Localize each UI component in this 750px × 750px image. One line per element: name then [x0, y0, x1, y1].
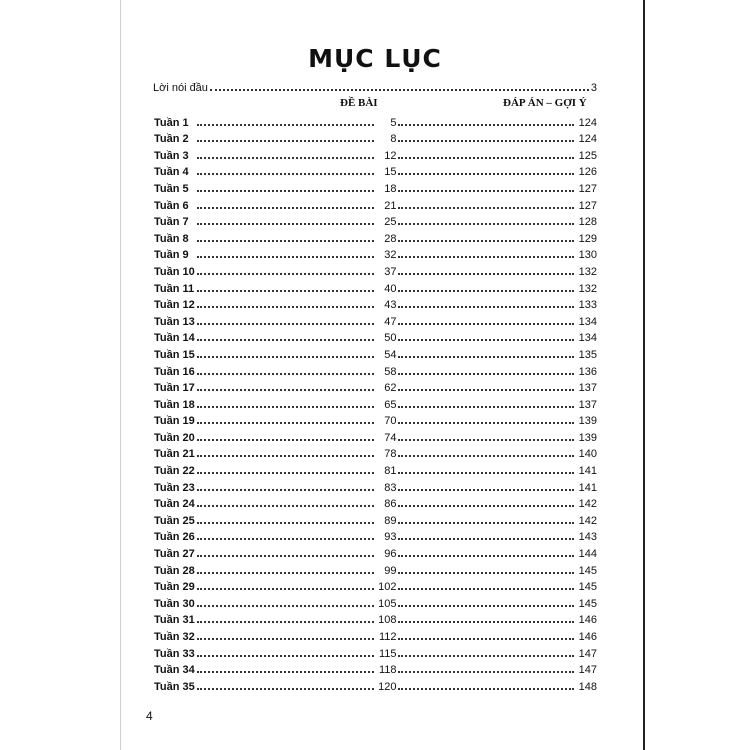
week-label: Tuần 5 — [154, 182, 189, 195]
dot-leader — [398, 455, 575, 457]
dap-an-page: 124 — [578, 133, 597, 146]
dot-leader — [197, 489, 374, 491]
dot-leader — [398, 472, 575, 474]
week-label: Tuần 1 — [154, 116, 189, 129]
dot-leader — [398, 124, 575, 126]
dap-an-page: 132 — [578, 282, 597, 295]
week-label: Tuần 9 — [154, 249, 189, 262]
dot-leader — [197, 588, 374, 590]
week-label: Tuần 34 — [154, 664, 195, 677]
toc-row[interactable] — [154, 295, 597, 312]
dot-leader — [398, 422, 575, 424]
toc-row[interactable] — [154, 577, 597, 594]
dap-an-page: 130 — [578, 249, 597, 262]
week-label: Tuần 19 — [154, 415, 195, 428]
de-bai-page: 40 — [384, 282, 397, 295]
de-bai-page: 78 — [384, 448, 397, 461]
dap-an-page: 134 — [578, 332, 597, 345]
dap-an-page: 139 — [578, 431, 597, 444]
dot-leader — [197, 190, 374, 192]
week-label: Tuần 31 — [154, 614, 195, 627]
toc-row[interactable] — [154, 311, 597, 328]
week-label: Tuần 7 — [154, 216, 189, 229]
dap-an-page: 137 — [578, 382, 597, 395]
dot-leader — [398, 207, 575, 209]
toc-row[interactable] — [154, 145, 597, 162]
dot-leader — [398, 621, 575, 623]
week-label: Tuần 17 — [154, 382, 195, 395]
dot-leader — [197, 157, 374, 159]
dot-leader — [398, 671, 575, 673]
dot-leader — [398, 655, 575, 657]
dot-leader — [197, 323, 374, 325]
dot-leader — [197, 290, 374, 292]
dot-leader — [398, 522, 575, 524]
toc-row[interactable] — [154, 626, 597, 643]
header-dap-an: ĐÁP ÁN – GỢI Ý — [503, 97, 587, 109]
header-de-bai: ĐỀ BÀI — [340, 97, 378, 109]
dot-leader — [398, 538, 575, 540]
week-label: Tuần 20 — [154, 431, 195, 444]
dot-leader — [197, 406, 374, 408]
dot-leader — [197, 273, 374, 275]
toc-row[interactable] — [154, 228, 597, 245]
dot-leader — [398, 190, 575, 192]
dot-leader — [398, 555, 575, 557]
dot-leader — [398, 356, 575, 358]
intro-entry[interactable] — [153, 78, 597, 94]
de-bai-page: 28 — [384, 232, 397, 245]
dap-an-page: 133 — [578, 299, 597, 312]
dot-leader — [398, 339, 575, 341]
dap-an-page: 145 — [578, 581, 597, 594]
dot-leader — [197, 173, 374, 175]
toc-row[interactable] — [154, 245, 597, 262]
dot-leader — [398, 306, 575, 308]
dot-leader — [197, 555, 374, 557]
page-number: 4 — [146, 709, 153, 723]
de-bai-page: 32 — [384, 249, 397, 262]
week-label: Tuần 24 — [154, 498, 195, 511]
dap-an-page: 124 — [578, 116, 597, 129]
dot-leader — [197, 140, 374, 142]
dot-leader — [197, 688, 374, 690]
de-bai-page: 112 — [378, 631, 397, 643]
toc-row[interactable] — [154, 643, 597, 660]
dap-an-page: 129 — [578, 232, 597, 245]
dap-an-page: 141 — [578, 481, 597, 494]
week-label: Tuần 22 — [154, 465, 195, 478]
toc-row[interactable] — [154, 477, 597, 494]
de-bai-page: 18 — [384, 182, 397, 195]
dot-leader — [398, 688, 575, 690]
dap-an-page: 135 — [578, 348, 597, 361]
week-label: Tuần 6 — [154, 199, 189, 212]
dot-leader — [197, 522, 374, 524]
dap-an-page: 141 — [578, 465, 597, 478]
week-label: Tuần 33 — [154, 647, 195, 660]
dot-leader — [398, 240, 575, 242]
de-bai-page: 25 — [384, 216, 397, 229]
dap-an-page: 146 — [578, 614, 597, 627]
dot-leader — [398, 572, 575, 574]
dap-an-page: 145 — [578, 597, 597, 610]
dot-leader — [398, 406, 575, 408]
toc-row[interactable] — [154, 261, 597, 278]
de-bai-page: 65 — [384, 398, 397, 411]
de-bai-page: 62 — [384, 382, 397, 395]
de-bai-page: 74 — [384, 431, 397, 444]
dot-leader — [197, 455, 374, 457]
week-label: Tuần 26 — [154, 531, 195, 544]
toc-row[interactable] — [154, 460, 597, 477]
toc-row[interactable] — [154, 162, 597, 179]
dap-an-page: 128 — [578, 216, 597, 229]
week-label: Tuần 35 — [154, 680, 195, 693]
de-bai-page: 83 — [384, 481, 397, 494]
dot-leader — [197, 671, 374, 673]
de-bai-page: 115 — [378, 647, 397, 660]
toc-row[interactable] — [154, 178, 597, 195]
dot-leader — [398, 273, 575, 275]
toc-row[interactable] — [154, 344, 597, 361]
dap-an-page: 142 — [578, 514, 597, 527]
week-label: Tuần 10 — [154, 265, 195, 278]
dot-leader — [398, 605, 575, 607]
toc-row[interactable] — [154, 527, 597, 544]
de-bai-page: 93 — [384, 531, 397, 544]
de-bai-page: 108 — [378, 614, 397, 627]
dap-an-page: 140 — [578, 448, 597, 461]
dap-an-page: 147 — [578, 647, 597, 660]
toc-row[interactable] — [154, 560, 597, 577]
toc-row[interactable] — [154, 112, 597, 129]
de-bai-page: 86 — [384, 498, 397, 511]
de-bai-page: 50 — [384, 332, 397, 345]
de-bai-page: 58 — [384, 365, 397, 378]
dot-leader — [197, 422, 374, 424]
week-label: Tuần 3 — [154, 149, 189, 162]
week-label: Tuần 18 — [154, 398, 195, 411]
dot-leader — [398, 223, 575, 225]
toc-row[interactable] — [154, 328, 597, 345]
dot-leader — [197, 356, 374, 358]
dot-leader — [398, 439, 575, 441]
dot-leader — [197, 207, 374, 209]
week-label: Tuần 2 — [154, 133, 189, 146]
dot-leader — [398, 140, 575, 142]
dap-an-page: 146 — [578, 631, 597, 643]
dot-leader — [197, 389, 374, 391]
dot-leader — [197, 538, 374, 540]
dap-an-page: 126 — [578, 166, 597, 179]
dap-an-page: 144 — [578, 548, 597, 561]
toc-row[interactable] — [154, 212, 597, 229]
dot-leader — [398, 157, 575, 159]
dot-leader — [398, 389, 575, 391]
week-label: Tuần 23 — [154, 481, 195, 494]
toc-row[interactable] — [154, 543, 597, 560]
dap-an-page: 148 — [578, 680, 597, 693]
dap-an-page: 125 — [578, 149, 597, 162]
toc-row[interactable] — [154, 129, 597, 146]
week-label: Tuần 4 — [154, 166, 189, 179]
week-label: Tuần 11 — [154, 282, 195, 295]
intro-page: 3 — [590, 82, 597, 94]
dap-an-page: 143 — [578, 531, 597, 544]
dap-an-page: 142 — [578, 498, 597, 511]
toc-row[interactable] — [154, 676, 597, 693]
dot-leader — [197, 621, 374, 623]
week-label: Tuần 14 — [154, 332, 195, 345]
dot-leader — [197, 572, 374, 574]
dot-leader — [197, 439, 374, 441]
page-title: MỤC LỤC — [308, 44, 442, 73]
toc-row[interactable] — [154, 378, 597, 395]
dap-an-page: 147 — [578, 664, 597, 677]
week-label: Tuần 27 — [154, 548, 195, 561]
dot-leader — [197, 655, 374, 657]
dap-an-page: 132 — [578, 265, 597, 278]
dot-leader — [197, 339, 374, 341]
week-label: Tuần 15 — [154, 348, 195, 361]
dot-leader — [398, 323, 575, 325]
de-bai-page: 99 — [384, 564, 397, 577]
de-bai-page: 43 — [384, 299, 397, 312]
dot-leader — [398, 290, 575, 292]
toc-row[interactable] — [154, 610, 597, 627]
dot-leader — [197, 223, 374, 225]
toc-row[interactable] — [154, 660, 597, 677]
de-bai-page: 105 — [378, 597, 397, 610]
de-bai-page: 81 — [384, 465, 397, 478]
dot-leader — [197, 373, 374, 375]
de-bai-page: 5 — [390, 116, 397, 129]
toc-row[interactable] — [154, 411, 597, 428]
dot-leader — [210, 89, 589, 91]
dap-an-page: 137 — [578, 398, 597, 411]
de-bai-page: 12 — [384, 149, 397, 162]
de-bai-page: 47 — [384, 315, 397, 328]
week-label: Tuần 12 — [154, 299, 195, 312]
de-bai-page: 89 — [384, 514, 397, 527]
dot-leader — [398, 505, 575, 507]
week-label: Tuần 16 — [154, 365, 195, 378]
dot-leader — [398, 256, 575, 258]
toc-row[interactable] — [154, 394, 597, 411]
toc-row[interactable] — [154, 494, 597, 511]
dot-leader — [197, 124, 374, 126]
de-bai-page: 8 — [390, 133, 397, 146]
week-label: Tuần 21 — [154, 448, 195, 461]
dot-leader — [398, 489, 575, 491]
toc-row[interactable] — [154, 361, 597, 378]
dot-leader — [197, 256, 374, 258]
dot-leader — [197, 605, 374, 607]
de-bai-page: 54 — [384, 348, 397, 361]
dap-an-page: 145 — [578, 564, 597, 577]
toc-row[interactable] — [154, 510, 597, 527]
week-label: Tuần 13 — [154, 315, 195, 328]
week-label: Tuần 32 — [154, 631, 195, 643]
toc-row[interactable] — [154, 593, 597, 610]
toc-row[interactable] — [154, 444, 597, 461]
week-label: Tuần 8 — [154, 232, 189, 245]
week-label: Tuần 28 — [154, 564, 195, 577]
dap-an-page: 139 — [578, 415, 597, 428]
de-bai-page: 96 — [384, 548, 397, 561]
dap-an-page: 127 — [578, 199, 597, 212]
week-label: Tuần 30 — [154, 597, 195, 610]
dot-leader — [398, 588, 575, 590]
de-bai-page: 70 — [384, 415, 397, 428]
week-label: Tuần 29 — [154, 581, 195, 594]
dot-leader — [398, 373, 575, 375]
de-bai-page: 102 — [378, 581, 397, 594]
de-bai-page: 15 — [384, 166, 397, 179]
dot-leader — [398, 638, 575, 640]
toc-list — [154, 112, 597, 693]
dot-leader — [197, 638, 374, 640]
column-headers — [0, 97, 750, 111]
dot-leader — [398, 173, 575, 175]
toc-row[interactable] — [154, 195, 597, 212]
dot-leader — [197, 472, 374, 474]
toc-row[interactable] — [154, 278, 597, 295]
de-bai-page: 21 — [384, 199, 397, 212]
week-label: Tuần 25 — [154, 514, 195, 527]
intro-label: Lời nói đầu — [153, 82, 208, 94]
de-bai-page: 37 — [384, 265, 397, 278]
dap-an-page: 127 — [578, 182, 597, 195]
dot-leader — [197, 505, 374, 507]
de-bai-page: 118 — [378, 664, 397, 677]
dap-an-page: 134 — [578, 315, 597, 328]
de-bai-page: 120 — [378, 680, 397, 693]
dap-an-page: 136 — [578, 365, 597, 378]
dot-leader — [197, 240, 374, 242]
dot-leader — [197, 306, 374, 308]
toc-row[interactable] — [154, 427, 597, 444]
